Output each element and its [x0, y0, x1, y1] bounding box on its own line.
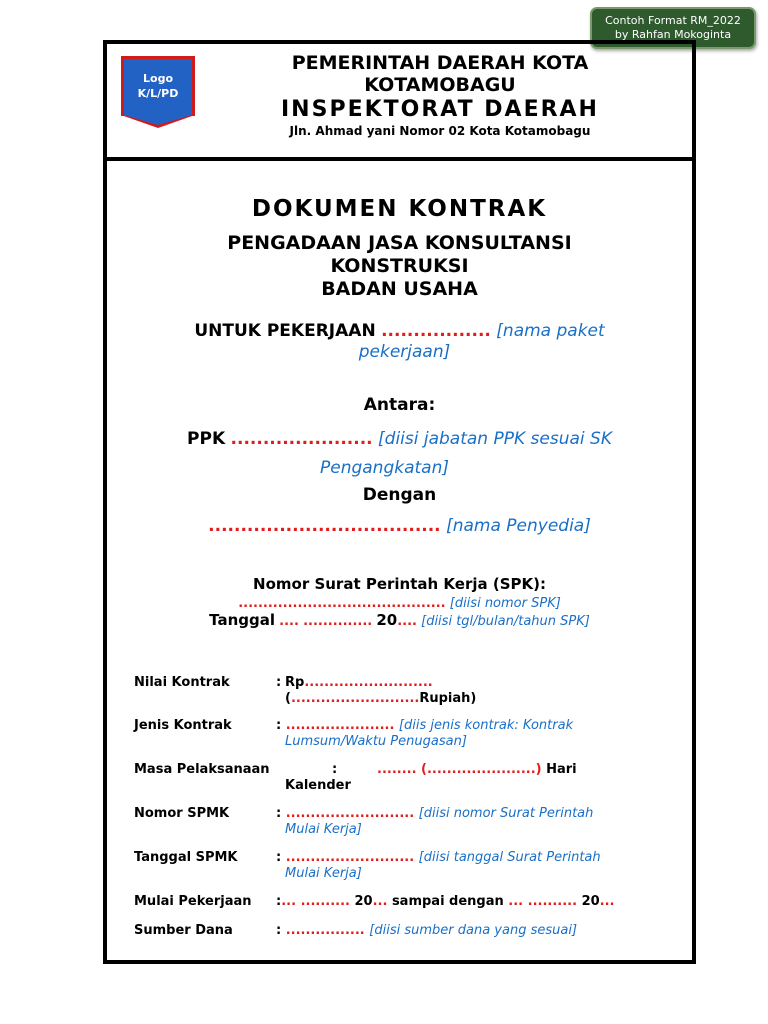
nomor-spmk-dots: ..........................	[285, 806, 415, 821]
mulai-dots-3: ...	[372, 894, 388, 909]
header-line-2: KOTAMOBAGU	[364, 74, 516, 96]
pekerjaan-hint-2: pekerjaan]	[358, 342, 451, 362]
sampai-label: sampai dengan	[391, 894, 504, 909]
field-label: Masa Pelaksanaan	[134, 762, 270, 777]
tanggal-dots-2: ..............	[303, 614, 373, 629]
sumber-hint: [diisi sumber dana yang sesuai]	[369, 923, 578, 938]
mulai-dots-5: ..........	[527, 894, 578, 909]
mulai-year-2: 20	[581, 894, 600, 909]
header-divider	[103, 157, 696, 161]
antara-label: Antara:	[363, 395, 436, 415]
spk-hint: [diisi nomor SPK]	[449, 596, 561, 611]
subtitle-2: KONSTRUKSI	[330, 255, 469, 277]
sumber-dots: ................	[285, 923, 365, 938]
field-label: Sumber Dana	[134, 923, 233, 938]
field-colon: :	[332, 762, 338, 777]
pekerjaan-hint-1: [nama paket	[496, 321, 605, 341]
open-paren: (	[285, 691, 291, 706]
ppk-hint-1: [diisi jabatan PPK sesuai SK	[378, 429, 612, 449]
pekerjaan-label: UNTUK PEKERJAAN	[194, 321, 376, 341]
subtitle-1: PENGADAAN JASA KONSULTANSI	[227, 232, 572, 254]
rp-label: Rp	[285, 675, 305, 690]
header-line-3: INSPEKTORAT DAERAH	[281, 97, 599, 122]
field-colon: :	[276, 894, 282, 909]
ppk-dots: ......................	[230, 429, 373, 449]
logo-placeholder	[121, 56, 195, 116]
tanggal-hint: [diisi tgl/bulan/tahun SPK]	[421, 614, 590, 629]
masa-dots-2: (......................)	[421, 762, 542, 777]
spk-block	[103, 595, 696, 630]
jenis-hint-2: Lumsum/Waktu Penugasan]	[285, 734, 467, 749]
header-address: Jln. Ahmad yani Nomor 02 Kota Kotamobagu	[289, 124, 591, 138]
mulai-dots-4: ...	[508, 894, 524, 909]
kalender-label: Kalender	[285, 778, 351, 793]
field-colon: :	[276, 675, 282, 690]
mulai-year-1: 20	[354, 894, 373, 909]
field-colon: :	[276, 923, 282, 938]
nilai-dots-1: ..........................	[304, 675, 433, 690]
masa-dots-1: ........	[377, 762, 417, 777]
tanggal-dots-3: ....	[397, 614, 417, 629]
tanggal-spmk-dots: ..........................	[285, 850, 415, 865]
pekerjaan-dots: .................	[381, 321, 491, 341]
nilai-dots-2: ..........................	[290, 691, 420, 706]
spk-label: Nomor Surat Perintah Kerja (SPK):	[253, 575, 546, 593]
mulai-dots-2: ..........	[300, 894, 350, 909]
ppk-block	[103, 425, 696, 483]
rupiah-label: Rupiah)	[419, 691, 477, 706]
field-label: Nilai Kontrak	[134, 675, 230, 690]
penyedia-hint: [nama Penyedia]	[446, 516, 591, 536]
penyedia-dots: ....................................	[208, 516, 441, 536]
subtitle-block	[103, 232, 696, 301]
logo-pennant-tip-fill	[124, 115, 192, 125]
pekerjaan-block	[103, 321, 696, 363]
ppk-hint-2: Pengangkatan]	[319, 458, 449, 478]
subtitle-3: BADAN USAHA	[321, 278, 478, 300]
tanggal-label: Tanggal	[209, 611, 276, 629]
field-label: Tanggal SPMK	[134, 850, 238, 865]
logo-text-2: K/L/PD	[137, 87, 179, 100]
penyedia-line	[103, 516, 696, 536]
header-block	[225, 52, 655, 138]
header-line-1: PEMERINTAH DAERAH KOTA	[291, 52, 589, 74]
ppk-label: PPK	[187, 429, 226, 449]
mulai-dots-1: ...	[281, 894, 297, 909]
badge-line-1: Contoh Format RM_2022	[605, 14, 741, 27]
jenis-hint-1: [diis jenis kontrak: Kontrak	[398, 718, 574, 733]
nomor-spmk-hint-1: [diisi nomor Surat Perintah	[418, 806, 594, 821]
nomor-spmk-hint-2: Mulai Kerja]	[285, 822, 362, 837]
field-colon: :	[276, 806, 282, 821]
field-colon: :	[276, 718, 282, 733]
field-label: Nomor SPMK	[134, 806, 230, 821]
tanggal-dots-1: ....	[279, 614, 299, 629]
hari-label: Hari	[546, 762, 577, 777]
tanggal-spmk-hint-1: [diisi tanggal Surat Perintah	[418, 850, 601, 865]
badge-line-2: by Rahfan Mokoginta	[614, 28, 732, 41]
document-title: DOKUMEN KONTRAK	[251, 196, 548, 222]
field-colon: :	[276, 850, 282, 865]
field-label: Mulai Pekerjaan	[134, 894, 252, 909]
tanggal-year: 20	[376, 611, 398, 629]
spk-dots: ..........................................	[238, 596, 446, 611]
logo-text-1: Logo	[143, 72, 173, 85]
dengan-label: Dengan	[362, 485, 437, 505]
jenis-dots: ......................	[285, 718, 395, 733]
mulai-dots-6: ...	[599, 894, 615, 909]
tanggal-spmk-hint-2: Mulai Kerja]	[285, 866, 362, 881]
field-label: Jenis Kontrak	[134, 718, 232, 733]
